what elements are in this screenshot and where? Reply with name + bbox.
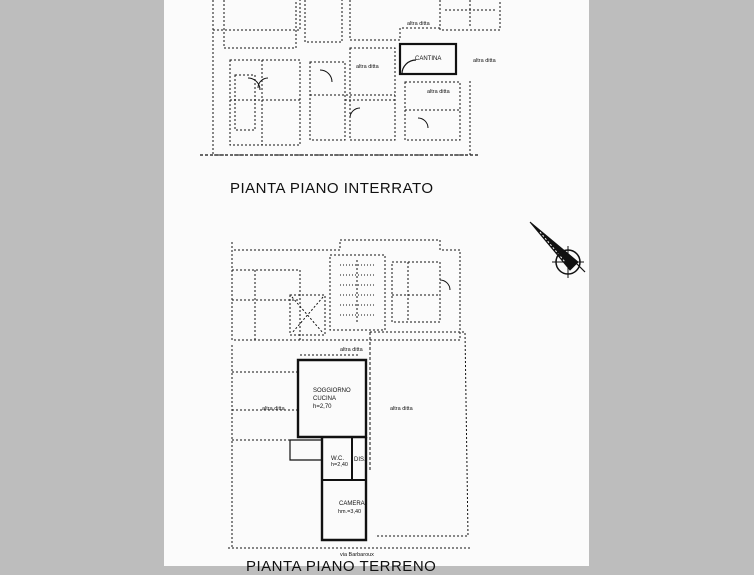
wc-label: W.C. — [331, 456, 344, 462]
north-arrow-icon — [530, 222, 585, 278]
ground-plan-title: PIANTA PIANO TERRENO — [246, 558, 437, 575]
dis-label: DIS. — [354, 457, 366, 463]
cantina-label: CANTINA — [415, 56, 442, 62]
camera-height-label: hm.=3,40 — [338, 509, 362, 515]
street-label: via Barbaroux — [340, 552, 374, 558]
ground-label-altra-ditta-top: altra ditta — [340, 347, 363, 353]
basement-label-altra-ditta-right: altra ditta — [473, 58, 496, 64]
basement-label-altra-ditta-top: altra ditta — [407, 21, 430, 27]
ground-label-altra-ditta-right: altra ditta — [390, 406, 413, 412]
soggiorno-label: SOGGIORNO — [313, 388, 351, 394]
basement-plan-title: PIANTA PIANO INTERRATO — [230, 180, 434, 197]
wc-height-label: h=2,40 — [331, 462, 348, 468]
ground-label-altra-ditta-left: altra ditta — [262, 406, 285, 412]
cucina-label: CUCINA — [313, 396, 337, 402]
basement-plan — [200, 0, 500, 155]
soggiorno-height-label: h=2,70 — [313, 404, 332, 410]
camera-label: CAMERA — [339, 501, 365, 507]
basement-label-altra-ditta-mid: altra ditta — [356, 64, 379, 70]
basement-label-altra-ditta-low: altra ditta — [427, 89, 450, 95]
floor-plan-sheet — [164, 0, 589, 575]
